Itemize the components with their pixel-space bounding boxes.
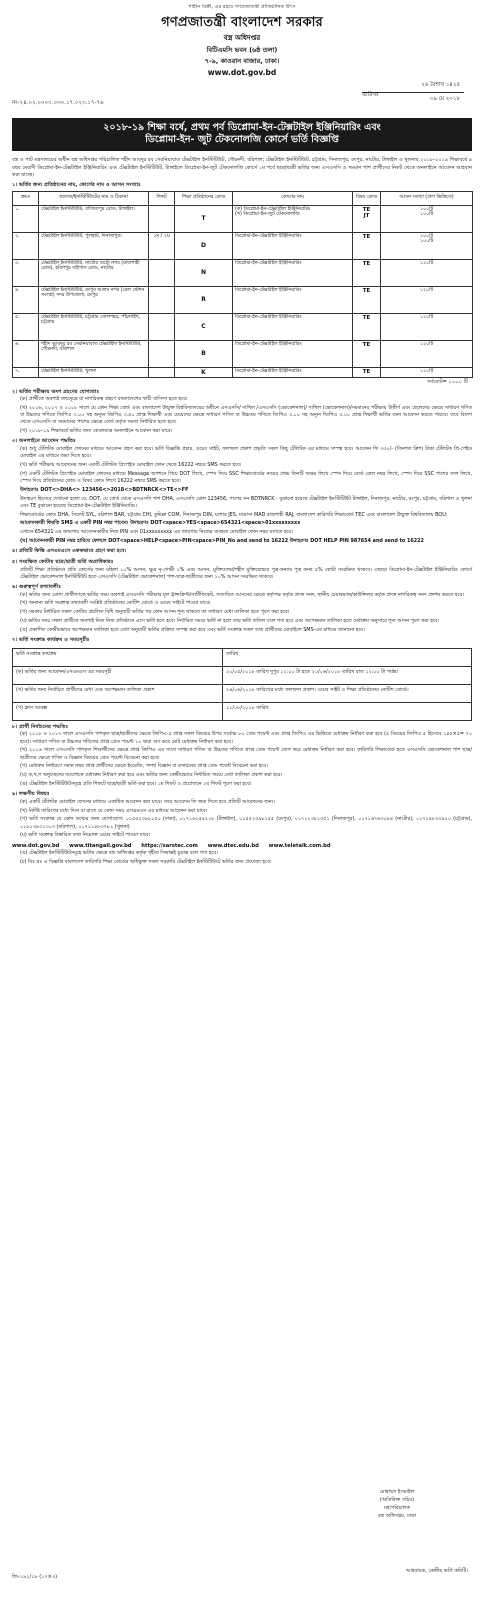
notice-banner	[12, 118, 472, 152]
cell-seats: ১২০টি	[381, 340, 473, 367]
date-english: ০৯ মে ২০১৮	[429, 95, 460, 102]
cell-code: N	[175, 259, 233, 286]
cell-subject: TE	[353, 259, 381, 286]
course-name: (খ) ডিপ্লোমা-ইন-জুট টেকনোলজি	[235, 212, 300, 218]
cell-code: K	[175, 367, 233, 378]
help-example: (ঘ) আবেদনকারী PIN নম্বর হারিয়ে ফেললে DOT<space>HELP<space>PIN<space>PIN_No and send to 16222 উদাহরণঃ DOT HELP PIN 987654 and send to 16222	[20, 537, 424, 544]
header-subject-code: বিষয় কোড	[353, 191, 381, 205]
schedule-activity: (খ) ভর্তির জন্য নির্বাচিত প্রার্থীদের মেধা এবং অপেক্ষমান তালিকা প্রকাশ	[13, 684, 223, 702]
cell-subject: TE	[353, 367, 381, 378]
subject-code: TE	[362, 206, 371, 213]
section-6	[12, 584, 472, 634]
cell-seats: ১২০টি	[381, 367, 473, 378]
cell-code: B	[175, 340, 233, 367]
cell-course: ডিপ্লোমা-ইন-টেক্সটাইল ইঞ্জিনিয়ারিং	[233, 259, 353, 286]
cell-sl: ৫.	[13, 313, 39, 340]
list-item: (গ) ২০১৮-১৯ শিক্ষাবর্ষে ভর্তির জন্য কেবলমাত্র অনলাইনে আবেদন করা যাবে।	[20, 428, 173, 435]
seat-total: সর্বমোট= ১০০০ টি	[426, 379, 468, 385]
seat-count: ১০০টি	[419, 206, 434, 212]
cell-course: ডিপ্লোমা-ইন-টেক্সটাইল ইঞ্জিনিয়ারিং	[233, 367, 353, 378]
cell-institute: টেক্সটাইল ইনস্টিটিউট, পুলহাট, দিনাজপুর।	[39, 232, 149, 259]
list-item: (খ) অন্যান্য ভর্তি সংক্রান্ত তথ্যাবলী সংশ্লিষ্ট প্রতিষ্ঠানের নোটিশ বোর্ডে ও ওয়েব সাইটে পাওয়া যাবে।	[20, 600, 211, 607]
cell-shift	[149, 259, 175, 286]
section-9-title: ৯। লক্ষণীয় বিষয়ঃ	[12, 791, 50, 798]
list-item: (চ) বিঃ দ্রঃ এ বিজ্ঞপ্তি বাংলাদেশ কারিগরি শিক্ষা বোর্ডের অধিভুক্ত সকল সরকারি টেক্সটাইল ইনস্টিটিউটে ভর্তির জন্য প্রযোজ্য হবে।	[20, 858, 272, 865]
table-row	[13, 666, 472, 684]
cell-course: ডিপ্লোমা-ইন-টেক্সটাইল ইঞ্জিনিয়ারিং	[233, 340, 353, 367]
section-8	[12, 724, 472, 788]
section-5-title: ৫। সংরক্ষিত কোটায় ছাত্র/ছাত্রী ভর্তি অগ্রাধিকারঃ	[12, 558, 114, 565]
cell-seats: ১২০টি	[381, 286, 473, 313]
section-6-title: ৬। গুরুত্বপূর্ণ তথ্যাবলীঃ	[12, 584, 62, 590]
reference-row	[12, 82, 472, 116]
subject-code: JT	[363, 213, 370, 220]
section-3-title: ৩। অনলাইনে আবেদন পদ্ধতিঃ	[12, 438, 76, 445]
schedule-activity: (ক) ভর্তির জন্য আবেদন/এসএমএস এর সময়সূচী	[13, 666, 223, 684]
seat-count: ১০০টি	[419, 233, 434, 239]
pin-example: আবেদনকারী ফিরতি SMS এ একটি PIN নম্বর পাবেন। উদাহরণঃ DOT<space>YES<space>654321<space>01xxxxxxxxx	[20, 520, 301, 527]
list-item: (ঙ) টেক্সটাইল ইনস্টিটিউটসমূহে প্রতি শিফটে ছাত্র/ছাত্রী ভর্তি করা হবে। ১ম শিফট ও প্রয়োজনে ২য় শিফট পূরণ করা হবে।	[20, 780, 252, 787]
signatory-name: মোহাম্মদ ইসমাইল	[379, 1489, 415, 1495]
table-row	[13, 313, 473, 340]
seat-count: ১০০টি	[419, 239, 434, 245]
intro-paragraph: বস্ত্র ও পাট মন্ত্রণালয়ের অধীন বস্ত্র অধিদপ্তর পরিচালিত শহীদ আবদুর রব সেরনিয়াবাত টেক্সটাইল ইনস্টিটিউট, গৌরনদী, বরিশাল; টেক্সটাইল ইনস্টিটিউট, চট্টগ্রাম, দিনাজপুর, রংপুর, নাটোর, টাঙ্গাইল ও খুলনায় ২০১৮-২০১৯ শিক্ষাবর্ষে ৪ বছর মেয়াদী ডিপ্লোমা-ইন-টেক্সটাইল ইঞ্জিনিয়ারিং এবং টেক্সটাইল ইনস্টিটিউট, টাঙ্গাইলে ডিপ্লোমা-ইন-জুট টেকনোলজি কোর্সে ১ম পর্বে ছাত্র/ছাত্রী ভর্তির জন্য এসএসসি ও সমমান পাশ প্রার্থীদের নিকট থেকে অনলাইনে আবেদন আহবান করা যাচ্ছে।	[12, 157, 472, 178]
table-row	[13, 367, 473, 378]
list-item: (ক) ভর্তির জন্য যোগ্য প্রার্থীগণকে ভর্তির সময় অবশ্যই এসএসসি পরীক্ষার মূল ট্রান্সক্রিপ্ট/সার্টিফিকেট, সত্যায়িত আসনের ক্ষেত্রে কর্তৃপক্ষ কর্তৃক প্রদত্ত সনদ, স্থানীয় চেয়ারম্যান/কাউন্সিলর কর্তৃক প্রদত্ত নাগরিকত্ব সনদ প্রদর্শন করতে হবে।	[20, 591, 465, 598]
cell-code: C	[175, 313, 233, 340]
cell-subject	[353, 205, 381, 232]
table-row	[13, 205, 473, 232]
cell-shift: ১ম / ২য়	[149, 232, 175, 259]
cell-shift	[149, 340, 175, 367]
schedule-header-row	[13, 648, 472, 666]
cell-sl: ১.	[13, 205, 39, 232]
building-name: বিটিএমসি ভবন (৬ষ্ঠ তলা)	[206, 46, 278, 54]
section-4-title: ৪। প্রতিটি কিস্তি এসএমএসে এককভাবে গ্রহণ করা হবে।	[12, 548, 127, 555]
footer-reference: জি-১৯২/১৮ (১৭×৩)	[12, 1574, 58, 1580]
list-item: (ঙ) টেক্সটাইল ইনস্টিটিউটসমূহে ভর্তির ক্ষেত্রে বস্ত্র অধিদপ্তর কর্তৃক গৃহীত সিদ্ধান্তই চূড়ান্ত বলে গণ্য হবে।	[20, 850, 218, 857]
section-2-title: ২। ভর্তির পরীক্ষায় অংশ গ্রহণের যোগ্যতাঃ	[12, 388, 100, 395]
section-2	[12, 389, 472, 436]
cell-shift	[149, 367, 175, 378]
cell-institute: টেক্সটাইল ইনস্টিটিউট, রংপুর আলম নগর (রেল স্টেশন সংলগ্ন) সদর উপজেলা, রংপুর	[39, 286, 149, 313]
section-7	[12, 637, 472, 721]
section-4	[12, 548, 472, 556]
seat-count: ১০০টি	[419, 212, 434, 218]
list-item: (খ) ভর্তি পরীক্ষায় আবেদনের জন্য একটি টেলিটক প্রিপেইড মোবাইল ফোন থেকে 16222 নম্বরে SMS করতে হবে।	[20, 462, 242, 469]
table-row	[13, 259, 473, 286]
list-item: এখানে 654321 এর জায়গায় আবেদনকারীর নিজ PIN এবং 01xxxxxxxxx এর জায়গায় নিজের ব্যবহৃত মোবাইল ফোন নম্বর বসাতে হবে।	[20, 529, 293, 536]
list-item: (ক) একটি টেলিটক মোবাইল ফোনের মাধ্যমে একাধিক আবেদন করা যাবে। তবে আবেদন ফি জমা দিতে হবে প্রতিটি আবেদনের জন্য।	[20, 798, 275, 805]
cell-shift	[149, 205, 175, 232]
banner-line-1: ২০১৮-১৯ শিক্ষা বর্ষে, প্রথম পর্ব ডিপ্লোমা-ইন-টেক্সটাইল ইঞ্জিনিয়ারিং এবং	[103, 121, 381, 133]
footer-convener: আহবায়ক, কেন্দ্রীয় ভর্তি কমিটি।	[406, 1568, 468, 1574]
list-item: (ঘ) ক,খ,গ অনুচ্ছেদের আলোকে মেধাক্রম নির্ধারণ করা হবে এবং ভর্তির জন্য কেন্দ্রীয়ভাবে নির্ধারিত সময়ে মেধা তালিকা প্রকাশ করা হবে।	[20, 772, 283, 779]
section-9	[12, 791, 472, 866]
website-list: www.dot.gov.bd www.titangail.gov.bd https://sarstec.com www.dtec.edu.bd www.teletalk.com.bd	[12, 842, 331, 849]
signatory-role: মহাপরিচালক	[384, 1505, 410, 1511]
header-sl: ক্রমঃ	[13, 191, 39, 205]
section-1-title: ১। ভর্তির জন্য প্রতিষ্ঠানের নাম, কোর্সের নাম ও আসন সংখ্যাঃ	[12, 182, 141, 188]
cell-course	[233, 205, 353, 232]
date-bangla: ২৬ বৈশাখ ১৪২৫	[362, 82, 464, 93]
date-label: তারিখঃ	[362, 91, 379, 98]
table-row	[13, 684, 472, 702]
cell-subject: TE	[353, 232, 381, 259]
table-row	[13, 340, 473, 367]
schedule-header-activity: ভর্তি সংক্রান্ত কার্যক্রম	[13, 648, 223, 666]
cell-sl: ৪.	[13, 286, 39, 313]
cell-course: ডিপ্লোমা-ইন-টেক্সটাইল ইঞ্জিনিয়ারিং	[233, 286, 353, 313]
list-item: (গ) সরকার নির্ধারিত সকল কোটায় প্রচলিত বিধি অনুযায়ী ভর্তির পর কোন আসন শূন্য থাকলে তা সাধারণ মেধা তালিকা হতে পূরণ করা হবে।	[20, 609, 290, 616]
cell-seats: ১২০টি	[381, 313, 473, 340]
table-header-row	[13, 191, 473, 205]
list-item: (গ) একটি টেলিটক প্রিপেইড মোবাইল ফোনের মাধ্যমে Message অপশনে গিয়ে DOT লিখে, স্পেস দিয়ে SSC শিক্ষাবোর্ডের নামের প্রথম তিনটি অক্ষর লিখে স্পেস দিয়ে বোর্ড রোল নম্বর লিখে, স্পেস দিয়ে SSC পাশের সাল লিখে, স্পেস দিয়ে প্রতিষ্ঠানের কোড ও বিষয় কোড লিখে 16222 নম্বরে SMS করতে হবে।	[20, 470, 472, 485]
table-row	[13, 232, 473, 259]
list-item: (ঘ) ভর্তির সময় সকল প্রার্থীকে অবশ্যই নিজ নিজ প্রতিষ্ঠানে এসে ভর্তি হতে হবে। নির্ধারিত সময়ে ভর্তি না হলে তার ভর্তি বাতিল বলে গণ্য হবে এবং অপেক্ষমান তালিকা হতে মেধাক্রম অনুসারে শূন্য আসন পূরণ করা হবে।	[20, 617, 440, 624]
list-item: (ক) ২০১৮ ও ২০১৭ সালে এসএসসি পাশকৃত ছাত্র/ছাত্রীদের ক্ষেত্রে জিপিএ-৫ প্রাপ্ত সকল বিষয়ের উপর সর্বোচ্চ ৮০ গ্রেড পয়েন্ট এবং প্রাপ্ত জিপিএ এর ভিত্তিতে মেধাক্রম নির্ধারণ করা হবে (৫ বিষয়ের জিপিএ ৫ হিসেবে ১৪৫×৫= ৭০ হবে)। সাধারণ গণিত বা উচ্চতর গণিতের প্রাপ্ত গ্রেড পয়েন্ট ১০ দ্বারা গুণ করে মোট মেধাক্রম নির্ধারণ করা হবে।	[20, 731, 472, 745]
header-institute: কলেজ/ইনস্টিটিউটের নাম ও ঠিকানা	[39, 191, 149, 205]
seat-table	[12, 191, 473, 379]
header-shift: শিফট	[149, 191, 175, 205]
list-item: (গ) মেধাক্রম নির্ধারণে সমান নম্বর প্রাপ্ত প্রার্থীদের ক্ষেত্রে ইংরেজি, পদার্থ বিজ্ঞান বা রসায়নের প্রাপ্ত গ্রেড পয়েন্ট বিবেচনা করা হবে।	[20, 763, 268, 770]
cell-seats	[381, 205, 473, 232]
cell-institute: টেক্সটাইল ইনস্টিটিউট, চট্টগ্রাম সোলশহর, পাঁচলাইশ, চট্টগ্রাম	[39, 313, 149, 340]
signatory-title: (অতিরিক্ত সচিব)	[379, 1497, 415, 1503]
date-box	[362, 82, 464, 103]
banner-line-2: ডিপ্লোমা-ইন- জুট টেকনোলজি কোর্সে ভর্তি বিজ্ঞপ্তি	[145, 134, 339, 146]
header-seats: আসন সংখ্যা (গ্রুপ ভিত্তিতে)	[381, 191, 473, 205]
list-item: (খ) ২০১৬, ২০১৭ ও ২০১৮ সালে যে কোন শিক্ষা বোর্ড এবং বাংলাদেশ উন্মুক্ত বিশ্ববিদ্যালয়ের অধীনে এসএসসি/ দাখিল /এসএসসি (ভোকেশনাল)/ দাখিল (ভোকেশনাল)/সমমানের পরীক্ষায় উত্তীর্ণ এবং ছেলেদের ক্ষেত্রে সাধারণ গণিত বা উচ্চতর গণিতে জিপিএ ৩.০০ সহ অন্যূন জিপিএ ৩.৫০ প্রাপ্ত শিক্ষার্থী এবং মেয়েদের ক্ষেত্রে সাধারণ গণিত বা উচ্চতর গণিতে জিপিএ ৩.০০ সহ অন্যূন জিপিএ ৩.০০ প্রাপ্ত শিক্ষার্থী ভর্তির জন্য আবেদন করতে পারবে। তবে বিদেশ থেকে এসএসসি বা সমমানের পাশের ক্ষেত্রে বোর্ড কর্তৃক সমতা নির্ধারিত হতে হবে।	[20, 404, 472, 426]
signature-block	[342, 1488, 452, 1520]
table-row	[13, 702, 472, 720]
list-item: (খ) ২০১৬ সালে এসএসসি পাশকৃত শিক্ষার্থীদের ক্ষেত্রে প্রাপ্ত জিপিএ এর সাথে সাধারণ গণিত বা উচ্চতর গণিতে প্রাপ্ত গ্রেড পয়েন্ট যোগ করে মেধাক্রম নির্ধারণ করা হবে। কারিগরি শিক্ষাবোর্ড হতে এসএসসি ভোকেশনাল পাশ ছাত্র/ছাত্রীদের ক্ষেত্রে গণিত ও বিজ্ঞান বিষয়ের গ্রেড পয়েন্ট বিবেচনা করা হবে।	[20, 747, 472, 761]
cell-institute: টেক্সটাইল ইনস্টিটিউট, বাজিতপুর রোড, টাঙ্গাইল।	[39, 205, 149, 232]
address: ৭-৯, কাওরান বাজার, ঢাকা।	[204, 57, 280, 66]
schedule-table	[12, 648, 472, 721]
section-7-title: ৭। ভর্তি সংক্রান্ত কার্যক্রম ও সময়সূচীঃ	[12, 636, 90, 643]
cell-sl: ২.	[13, 232, 39, 259]
schedule-date: ২০/০৫/২০১৮ তারিখ দুপুর ১২:০০ টা হতে ২০/০৬/২০১৮ তারিখ রাত ১২:০০ টা পর্যন্ত।	[223, 666, 472, 684]
website: www.dot.gov.bd	[207, 68, 277, 78]
list-item: (খ) নির্দিষ্ট তারিখের মধ্যে দিনে বা রাতে যে কোন সময় এসএমএস এর মাধ্যমে আবেদন করা যাবে।	[20, 807, 208, 814]
cell-sl: ৭.	[13, 367, 39, 378]
list-item: (ক) শুধু টেলিটক মোবাইল ফোনের মাধ্যমে আবেদন গ্রহণ করা হবে। ভর্তি বিজ্ঞপ্তি প্রচার, ওয়েব সাইট, ফলাফল প্রকাশ প্রভৃতি সকল কিছু টেলিটক এর মাধ্যমে সম্পন্ন হবে। আবেদন ফি ৩৩০/- (তিনশত ত্রিশ) টাকা টেলিটক প্রি-পেইড মোবাইল এর মাধ্যমে জমা দিতে হবে।	[20, 446, 472, 460]
list-item: (ঘ) ভর্তি সংক্রান্ত বিস্তারিত তথ্য নিম্নোক্ত ওয়েব সাইটে পাওয়া যাবে।	[20, 832, 151, 839]
cell-sl: ৩.	[13, 259, 39, 286]
cell-subject: TE	[353, 286, 381, 313]
govt-title: গণপ্রজাতন্ত্রী বাংলাদেশ সরকার	[161, 15, 323, 30]
cell-shift	[149, 286, 175, 313]
list-item: (ঙ) প্রকাশিত কেন্দ্রীয়ভাবে অপেক্ষমান তালিকা হতে মেধা অনুযায়ী ভর্তির প্রক্রিয়া সম্পন্ন করা হবে এবং ভর্তি সংক্রান্ত সকল তথ্য প্রার্থীদের মোবাইলে SMS-এর মাধ্যমে জানানো হবে।	[20, 626, 365, 633]
header-course: কোর্সের নাম	[233, 191, 353, 205]
letterhead	[12, 15, 472, 78]
cell-code: T	[175, 205, 233, 232]
cell-institute: টেক্সটাইল ইনস্টিটিউট, নাটোর অটো নগর (রাজশাহী রোড), হরিশপুর বাইপাস রোড, নাটোর	[39, 259, 149, 286]
course-name: (ক) ডিপ্লোমা-ইন-টেক্সটাইল ইঞ্জিনিয়ারিং	[235, 206, 311, 212]
signatory-org: বস্ত্র অধিদপ্তর, ঢাকা	[377, 1513, 417, 1519]
cell-sl: ৬.	[13, 340, 39, 367]
cell-subject: TE	[353, 313, 381, 340]
cell-institute: শহীদ আবদুর রব সেরনিয়াবাত টেক্সটাইল ইনস্টিটিউট, গৌরনদী, বরিশাল	[39, 340, 149, 367]
cell-code: D	[175, 232, 233, 259]
header-inst-code: শিক্ষা প্রতিষ্ঠানের কোড	[175, 191, 233, 205]
sms-example: উদাহরণঃ DOT<>DHA<> 123456<>2018<>BDTNRCK<>TE<>FF	[20, 486, 189, 493]
cell-course: ডিপ্লোমা-ইন-টেক্সটাইল ইঞ্জিনিয়ারিং	[233, 313, 353, 340]
schedule-header-date: তারিখ	[223, 648, 472, 666]
schedule-activity: (গ) ক্লাস আরম্ভ	[13, 702, 223, 720]
cell-code: R	[175, 286, 233, 313]
list-item: (ক) প্রার্থীকে অবশ্যই জন্মসূত্রে বা নাগরিকত্ব গ্রহণে বাংলাদেশের স্থায়ী বাসিন্দা হতে হবে।	[20, 396, 188, 403]
list-item: প্রতিটি শিক্ষা প্রতিষ্ঠানে প্রতি কোর্সের জন্য মহিলা ১০% আসন, ক্ষুদ্র নৃ-গোষ্ঠী ২% এবং আসন, মুক্তিযোদ্ধা/শহীদ মুক্তিযোদ্ধার পুত্র-কন্যার পুত্র কন্যা ৫% কোটা সংরক্ষিত থাকবে। এছাড়া ডিপ্লোমা-ইন-টেক্সটাইল ইঞ্জিনিয়ারিং কোর্সে টেক্সটাইল ভোকেশনাল ইনস্টিটিউট হতে এসএসসি (টেক্সটাইল ভোকেশনাল) পাশ-ছাত্র-ছাত্রীদের জন্য ১০% আসন সংরক্ষিত থাকবে।	[20, 566, 472, 580]
section-3	[12, 438, 472, 545]
list-item: (গ) ভর্তি সংক্রান্ত যে কোন তথ্যের জন্য যোগাযোগ: ০১৫৫২৩৯৮১৫০ (ঢাকা), ০১৭১৬১৫৯২১৮ (টাঙ্গাইল), ০১৫৫২৩৯৮১৫৫ (রংপুর), ০১৭১২৩৮১৩৫১ (দিনাজপুর), ০১৭১৬৭৬৩০৮৪ (নাটোর), ০১৭১৪৮৩৩৯২০ (চট্টগ্রাম), ০১৮১৩৯৩১৩০৩ (বরিশাল), ০১৭১১৪৮৩৭৮২ (খুলনা)	[20, 816, 472, 830]
memo-number: নং-২৪.০২.০০০০.০৩০.১৭.০২৩.১৭-৭৬	[12, 99, 104, 106]
schedule-date: ২৪/০৬/২০১৮ তারিখের মধ্যে ফলাফল প্রকাশ। ওয়েব সাইট ও শিক্ষা প্রতিষ্ঠানের নোটিশ বোর্ডে।	[223, 684, 472, 702]
schedule-date: ১১/০৮/২০১৮ তারিখ	[223, 702, 472, 720]
department-name: বস্ত্র অধিদপ্তর	[223, 34, 261, 43]
section-5	[12, 559, 472, 581]
cell-shift	[149, 313, 175, 340]
top-strip: শাহীন বিক্রী, এর রহয়ে গণপ্রজাতন্ত্রী প্রাতিষ্ঠানিক উৎস	[188, 4, 296, 10]
list-item: উদাহরণ হিসেবে দেখানো হলো যে, DOT, যে বোর্ড থেকে এসএসসি পাশ DHA, এসএসসি রোল 123456, পাশের সন BDTNRCK - বুঝানো হয়েছে টেক্সটাইল ইনস্টিটিউট টাঙ্গাইল, দিনাজপুর, নাটোর, রংপুর, চট্টগ্রাম, বরিশাল ও খুলনা এবং TE বুঝানো হয়েছে ডিপ্লোমা-ইন-টেক্সটাইল ইঞ্জিনিয়ারিং।	[20, 495, 472, 509]
cell-course: ডিপ্লোমা-ইন-টেক্সটাইল ইঞ্জিনিয়ারিং	[233, 232, 353, 259]
cell-seats	[381, 232, 473, 259]
section-8-title: ৮। প্রার্থী নির্বাচনের পদ্ধতিঃ	[12, 723, 69, 730]
cell-seats: ১২০টি	[381, 259, 473, 286]
table-row	[13, 286, 473, 313]
cell-subject: TE	[353, 340, 381, 367]
cell-institute: টেক্সটাইল ইনস্টিটিউট, খুলনা	[39, 367, 149, 378]
list-item: শিক্ষাবোর্ডের কোড DHA, সিলেট SYL, বরিশাল BAR, চট্টগ্রাম CHI, কুমিল্লা COM, দিনাজপুর DIN, যশোর JES, মাদ্রাসা MAD রাজশাহী RAJ, বাংলাদেশ কারিগরি শিক্ষাবোর্ড TEC এবং বাংলাদেশ উন্মুক্ত বিশ্ববিদ্যালয় BOU;	[20, 511, 448, 518]
